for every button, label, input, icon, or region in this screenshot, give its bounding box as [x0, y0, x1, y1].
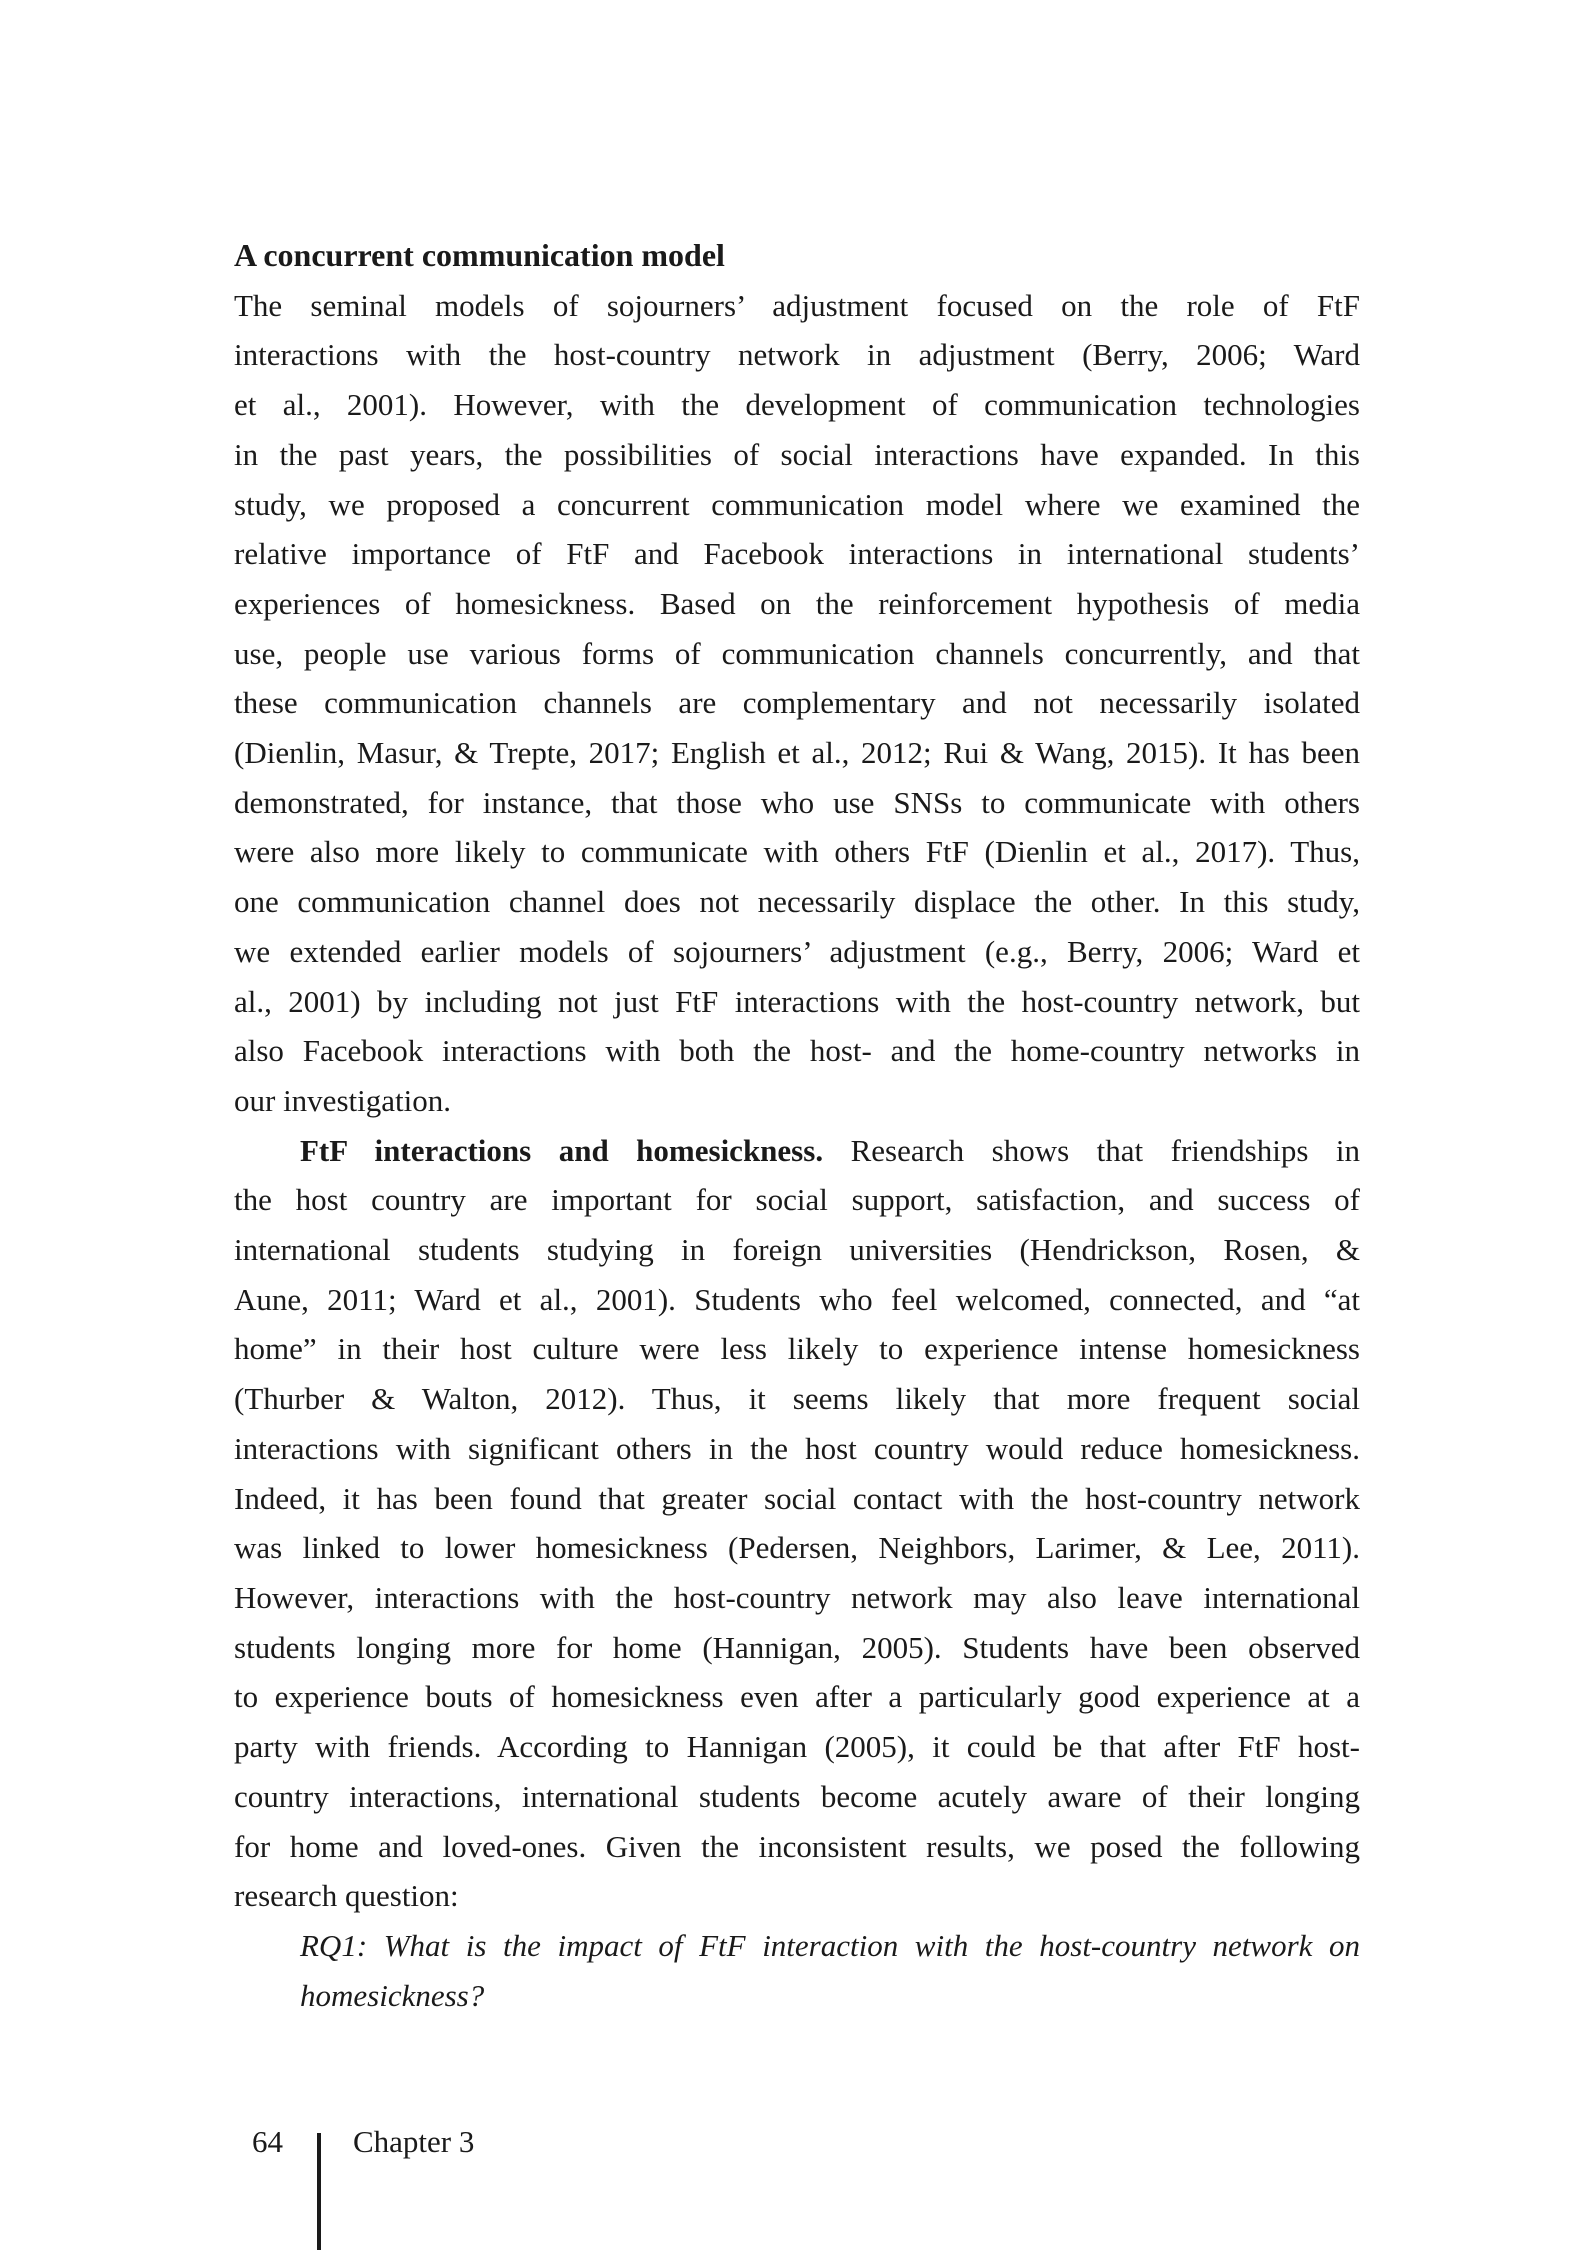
paragraph-concurrent-model — [234, 281, 1360, 1126]
paragraph-line: these communication channels are complementary and not necessarily isolated — [234, 685, 1360, 721]
paragraph-line: party with friends. According to Hannigan (2005), it could be that after FtF host- — [234, 1729, 1360, 1765]
paragraph-line: research question: — [234, 1878, 459, 1914]
run-in-heading: FtF interactions and homesickness. — [300, 1132, 824, 1168]
paragraph-line: relative importance of FtF and Facebook interactions in international students’ — [234, 536, 1360, 572]
footer-divider — [317, 2133, 321, 2250]
paragraph-line — [234, 1126, 1360, 1176]
paragraph-line: were also more likely to communicate with others FtF (Dienlin et al., 2017). Thus, — [234, 834, 1360, 870]
paragraph-line: RQ1: What is the impact of FtF interaction with the host-country network on — [300, 1927, 1360, 1963]
paragraph-line: one communication channel does not necessarily displace the other. In this study, — [234, 884, 1360, 920]
paragraph-line: also Facebook interactions with both the host- and the home-country networks in — [234, 1033, 1360, 1069]
paragraph-line: experiences of homesickness. Based on the reinforcement hypothesis of media — [234, 585, 1360, 621]
paragraph-line: However, interactions with the host-country network may also leave international — [234, 1579, 1360, 1615]
paragraph-line: The seminal models of sojourners’ adjustment focused on the role of FtF — [234, 287, 1360, 323]
paragraph-line: we extended earlier models of sojourners’ adjustment (e.g., Berry, 2006; Ward et — [234, 933, 1360, 969]
paragraph-line: study, we proposed a concurrent communication model where we examined the — [234, 486, 1360, 522]
paragraph-line: use, people use various forms of communication channels concurrently, and that — [234, 635, 1360, 671]
paragraph-line: demonstrated, for instance, that those who use SNSs to communicate with others — [234, 784, 1360, 820]
paragraph-line: (Thurber & Walton, 2012). Thus, it seems likely that more frequent social — [234, 1381, 1360, 1417]
paragraph-line: homesickness? — [300, 1977, 485, 2013]
paragraph-line: et al., 2001). However, with the development of communication technologies — [234, 387, 1360, 423]
paragraph-line: Indeed, it has been found that greater social contact with the host-country network — [234, 1480, 1360, 1516]
research-question-1 — [234, 1921, 1360, 2020]
paragraph-line: (Dienlin, Masur, & Trepte, 2017; English et al., 2012; Rui & Wang, 2015). It has been — [234, 735, 1360, 771]
paragraph-line: our investigation. — [234, 1082, 451, 1118]
paragraph-line: home” in their host culture were less likely to experience intense homesickness — [234, 1331, 1360, 1367]
paragraph-line: interactions with significant others in the host country would reduce homesickness. — [234, 1430, 1360, 1466]
paragraph-ftf-homesickness — [234, 1126, 1360, 1921]
paragraph-line: Aune, 2011; Ward et al., 2001). Students who feel welcomed, connected, and “at — [234, 1281, 1360, 1317]
section-heading: A concurrent communication model — [234, 237, 725, 273]
chapter-label: Chapter 3 — [353, 2124, 475, 2159]
paragraph-line: interactions with the host-country network in adjustment (Berry, 2006; Ward — [234, 337, 1360, 373]
body-text — [234, 231, 1360, 2020]
paragraph-line: the host country are important for social support, satisfaction, and success of — [234, 1182, 1360, 1218]
paragraph-line: international students studying in foreign universities (Hendrickson, Rosen, & — [234, 1232, 1360, 1268]
paragraph-line: in the past years, the possibilities of social interactions have expanded. In this — [234, 436, 1360, 472]
paragraph-line: was linked to lower homesickness (Pedersen, Neighbors, Larimer, & Lee, 2011). — [234, 1530, 1360, 1566]
paragraph-line: al., 2001) by including not just FtF interactions with the host-country network, but — [234, 983, 1360, 1019]
line-text: Research shows that friendships in — [823, 1132, 1360, 1168]
paragraph-line: for home and loved-ones. Given the inconsistent results, we posed the following — [234, 1828, 1360, 1864]
paragraph-line: to experience bouts of homesickness even after a particularly good experience at a — [234, 1679, 1360, 1715]
page-number: 64 — [252, 2124, 283, 2159]
paragraph-line: country interactions, international students become acutely aware of their longing — [234, 1778, 1360, 1814]
paragraph-line: students longing more for home (Hannigan, 2005). Students have been observed — [234, 1629, 1360, 1665]
